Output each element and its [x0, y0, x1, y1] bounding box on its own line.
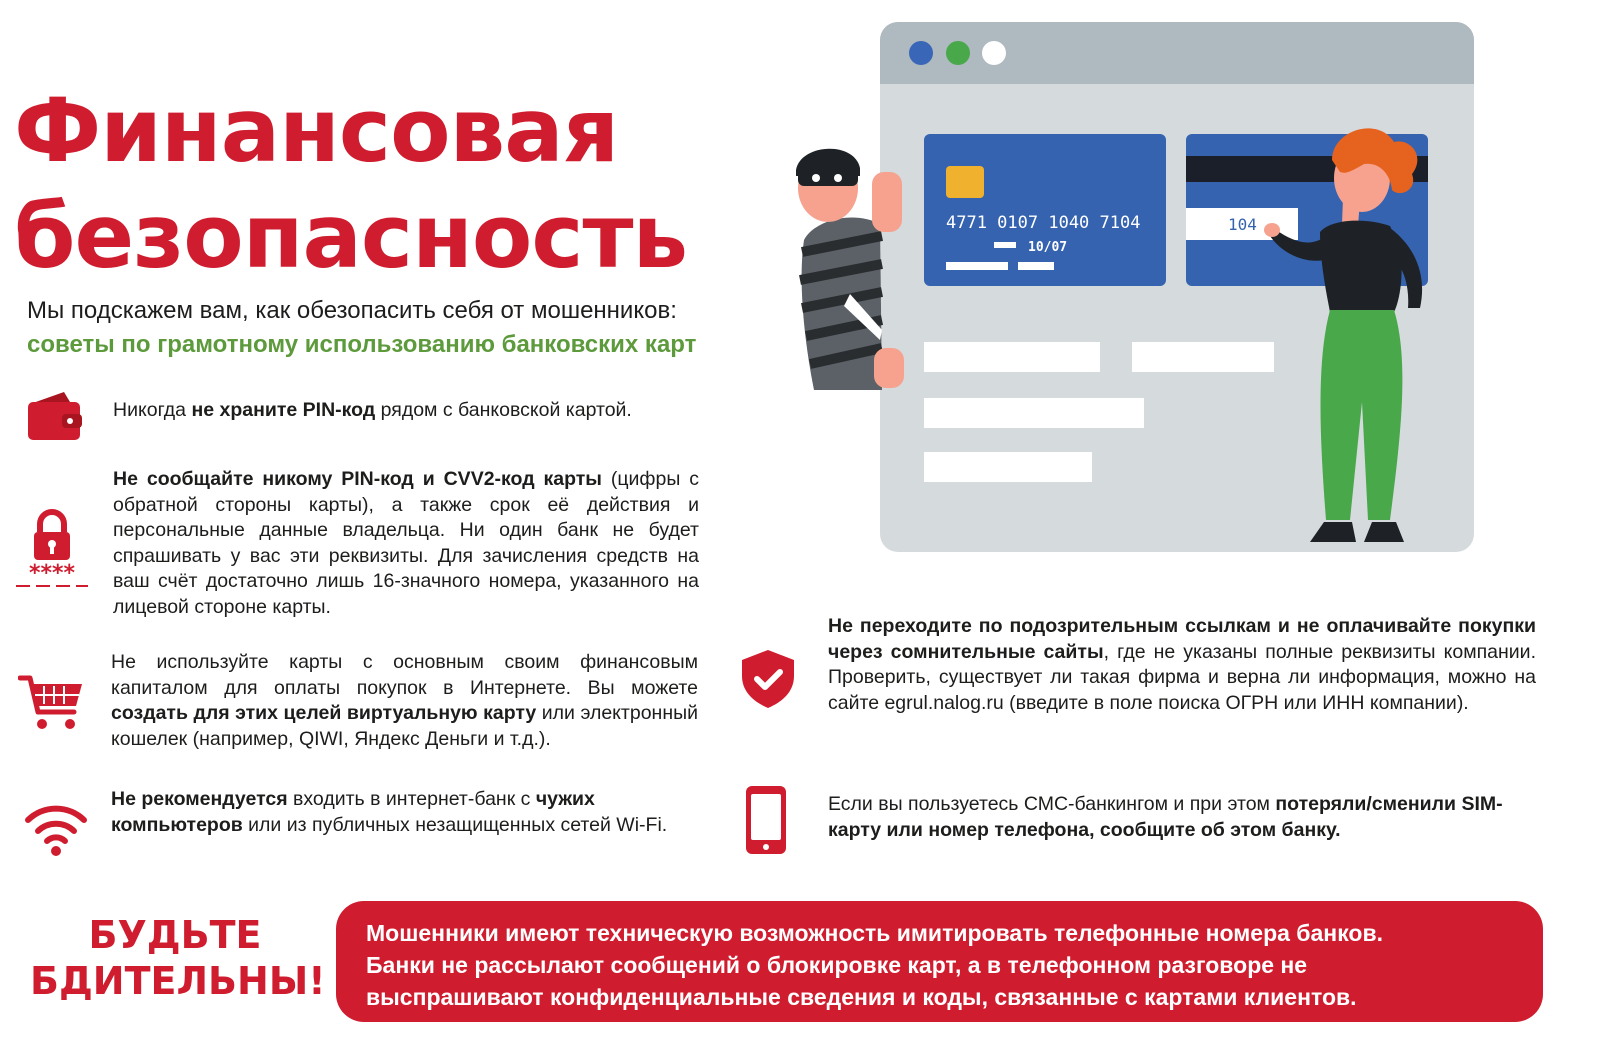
page-title-line-2: безопасность	[14, 185, 688, 288]
vigilant-line: БУДЬТЕ	[88, 913, 262, 957]
shield-check-icon	[736, 646, 800, 710]
tip-bold-text: не храните PIN-код	[191, 399, 376, 421]
subtitle	[27, 294, 696, 362]
tip-text: рядом с банковской картой.	[375, 399, 632, 421]
page-title-line-1: Финансовая	[14, 79, 619, 182]
tip-text: (цифры с обратной стороны карты), а также срок её действия и персональные данные владельца. Ни один банк не будет спрашивать у вас эти реквизиты. Для зачисления средств на ваш счёт достаточно лишь 16-значного номера, указанного на лицевой стороне карты.	[113, 468, 699, 618]
tip-text: входить в интернет-банк с	[287, 788, 536, 810]
tip-virtual-card	[111, 650, 698, 752]
subtitle-lead: Мы подскажем вам, как обезопасить себя от мошенников:	[27, 297, 677, 324]
wallet-icon	[24, 386, 88, 450]
tip-text: Никогда	[113, 399, 192, 421]
tip-suspicious-links	[828, 614, 1536, 716]
thief-figure-icon	[784, 140, 914, 400]
warning-line: выспрашивают конфиденциальные сведения и коды, связанные с картами клиентов.	[366, 984, 1357, 1010]
browser-illustration	[880, 22, 1474, 552]
tip-bold-text: Не рекомендуется	[111, 788, 288, 810]
card-number: 4771 0107 1040 7104	[946, 213, 1141, 233]
page-title	[14, 78, 687, 290]
subtitle-highlight: советы по грамотному использованию банковских карт	[27, 331, 697, 358]
padlock-pin-icon	[14, 508, 90, 588]
warning-box	[336, 901, 1543, 1022]
tip-public-networks	[111, 787, 671, 838]
vigilant-slogan	[30, 912, 326, 1004]
shopping-cart-icon	[18, 670, 86, 734]
tip-text: или из публичных незащищенных сетей Wi-Fi.	[242, 813, 668, 836]
tip-text: , где не указаны полные реквизиты компании. Проверить, существует ли такая фирма и верна ли информация, можно на сайте egrul.nalog.ru (введите в поле поиска ОГРН или ИНН компании).	[828, 640, 1536, 714]
tip-bold-text: создать для этих целей виртуальную карту	[111, 702, 537, 724]
tip-text: Если вы пользуетесь СМС-банкингом и при этом	[828, 793, 1276, 815]
card-expiry: 10/07	[1028, 240, 1068, 255]
tip-text: или электронный кошелек (например, QIWI, Яндекс Деньги и т.д.).	[111, 702, 699, 750]
vigilant-line: БДИТЕЛЬНЫ!	[30, 959, 326, 1003]
warning-line: Банки не рассылают сообщений о блокировке карт, а в телефонном разговоре не	[366, 952, 1308, 978]
warning-line: Мошенники имеют техническую возможность имитировать телефонные номера банков.	[366, 920, 1383, 946]
smartphone-icon	[742, 784, 790, 856]
tip-sim-change	[828, 792, 1536, 843]
tip-bold-text: чужих компьютеров	[111, 788, 595, 836]
tip-bold-text: Не переходите по подозрительным ссылкам и не оплачивайте покупки через сомнительные сайты	[828, 615, 1536, 663]
svg-text:****: ****	[28, 561, 76, 586]
tip-bold-text: потеряли/сменили SIM-карту или номер телефона, сообщите об этом банку.	[828, 793, 1503, 841]
tip-text: Не используйте карты с основным своим финансовым капиталом для оплаты покупок в Интернете. Вы можете	[111, 651, 698, 699]
tip-bold-text: Не сообщайте никому PIN-код и CVV2-код карты	[113, 468, 602, 490]
tip-pin-storage	[113, 398, 713, 424]
wifi-icon	[24, 798, 88, 862]
tip-pin-secrecy	[113, 467, 699, 620]
card-cvv: 104	[1228, 215, 1257, 234]
